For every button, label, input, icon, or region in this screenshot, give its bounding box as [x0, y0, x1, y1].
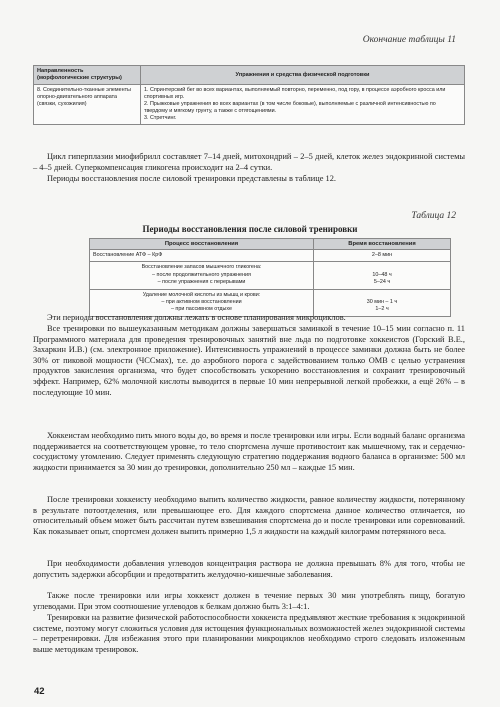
table12-process: [90, 262, 314, 289]
paragraph: Эти периоды восстановления должны лежать в основе планирования микроциклов.: [47, 313, 346, 322]
table-11: [33, 65, 465, 125]
table12-process-line: Восстановление АТФ – КрФ: [93, 252, 163, 258]
table12-process-line: – после продолжительного упражнения: [152, 271, 251, 278]
table11-cell-exercises: [141, 85, 465, 125]
table11-exercise-item: 3. Стретчинг.: [144, 115, 177, 121]
table-row: [90, 262, 451, 289]
table11-cell-direction: 8. Соединительно-тканные элементы опорно-двигательного аппарата (связки, сухожилия): [34, 85, 141, 125]
table-row: [90, 250, 451, 262]
paragraph: Все тренировки по вышеуказанным методикам должны завершаться заминкой в течение 10–15 мин согласно п. 11 Программного материала для проведения тренировочных занятий вне льда по подготовке хоккеистов (Горский В.Е., Захаркин И.В.) (см. электронное приложение). Интенсивность упражнений в процессе заминки должна быть не более 30% от пиковой мощности (ЧССмах), т.е. до аэробного порога с задействованием только ОМВ с целью устранения продуктов закисления организма, что будет способствовать ускорению восстановления и сохранит тренировочный эффект. Например, 62% молочной кислоты выводится в первые 10 мин непрерывной легкой пробежки, а ещё 26% – в последующие 10 мин.: [33, 324, 465, 397]
table12-time-value: 1–2 ч: [375, 306, 389, 313]
table12-process-line: – при активном восстановлении: [161, 299, 242, 306]
table-12-title: Периоды восстановления после силовой тренировки: [142, 224, 358, 234]
table12-process: [90, 250, 314, 262]
table11-exercise-item: 1. Спринтерский бег во всех вариантах, выполняемый повторно, переменно, под гору, в процессе аэробного кросса или спортивных игр.: [144, 87, 446, 100]
paragraph: При необходимости добавления углеводов концентрация раствора не должна превышать 8% для того, чтобы не допустить задержки абсорбции и предотвратить желудочно-кишечные заболевания.: [33, 559, 465, 579]
table11-col2-header: Упражнения и средства физической подготовки: [141, 66, 465, 85]
table12-process-line: – при пассивном отдыхе: [170, 306, 233, 313]
table12-time-value: 2–8 мин: [371, 252, 393, 258]
table-12-label: Таблица 12: [411, 211, 456, 221]
table12-process-line: Удаление молочной кислоты из мышц и крови:: [142, 291, 261, 298]
paragraph: Периоды восстановления после силовой тренировки представлены в таблице 12.: [47, 174, 336, 183]
paragraph: После тренировки хоккеисту необходимо выпить количество жидкости, равное количеству жидкости, потерянному в результате потоотделения, или превышающее его. Для каждого спортсмена данное количество отличается, но относительный объем может быть рассчитан путем взвешивания спортсмена до и после тренировки или соревнований. Как показывает опыт, спортсмен должен выпить примерно 1,5 л жидкости на каждый килограмм потерянного веса.: [33, 495, 465, 536]
page-number: 42: [34, 686, 45, 697]
table-12: [89, 238, 451, 317]
table12-time: [314, 262, 451, 289]
table12-time-value: 30 мин – 1 ч: [366, 299, 398, 306]
table12-col1-header: Процесс восстановления: [90, 239, 314, 250]
table11-exercise-item: 2. Прыжковые упражнения во всех вариантах (в том числе боковые), выполняемые с различной интенсивностью по твердому и мягкому грунту, а также с отягощениями.: [144, 101, 436, 114]
table11-col1-header: Направленность (морфологические структуры): [34, 66, 141, 85]
table12-process-line: Восстановление запасов мышечного гликогена:: [141, 264, 262, 271]
table12-time-value: 5–24 ч: [373, 279, 391, 286]
paragraph: Также после тренировки или игры хоккеист должен в течение первых 30 мин употреблять пищу, богатую углеводами. При этом соотношение углеводов к белкам должно быть 3:1–4:1.: [33, 591, 465, 611]
table-continuation-label: Окончание таблицы 11: [362, 35, 456, 45]
paragraph: Цикл гиперплазии миофибрилл составляет 7–14 дней, митохондрий – 2–5 дней, клеток желез эндокринной системы – 4–5 дней. Суперкомпенсация гликогена происходит на 2–4 сутки.: [33, 152, 465, 172]
table12-col2-header: Время восстановления: [314, 239, 451, 250]
table12-time: [314, 250, 451, 262]
table12-time-value: 10–48 ч: [372, 271, 392, 278]
paragraph: Хоккеистам необходимо пить много воды до, во время и после тренировки или игры. Если водный баланс организма поддерживается на соответствующем уровне, то тело спортсмена лучше противостоит как мышечному, так и сердечно-сосудистому утомлению. Следует применять следующую стратегию поддержания водного баланса в организме: 500 мл жидкости принимается за 30 мин до тренировки, дополнительно 250 мл – каждые 15 мин.: [33, 431, 465, 472]
table12-process-line: – после упражнения с перерывами: [157, 279, 246, 286]
paragraph: Тренировки на развитие физической работоспособности хоккеиста предъявляют жесткие требования к эндокринной системе, поэтому могут сложиться условия для истощения функциональных возможностей желез эндокринной системы – перетренировки. Для избежания этого при планировании микроциклов необходимо строго следовать изложенным выше методикам тренировок.: [33, 613, 465, 654]
